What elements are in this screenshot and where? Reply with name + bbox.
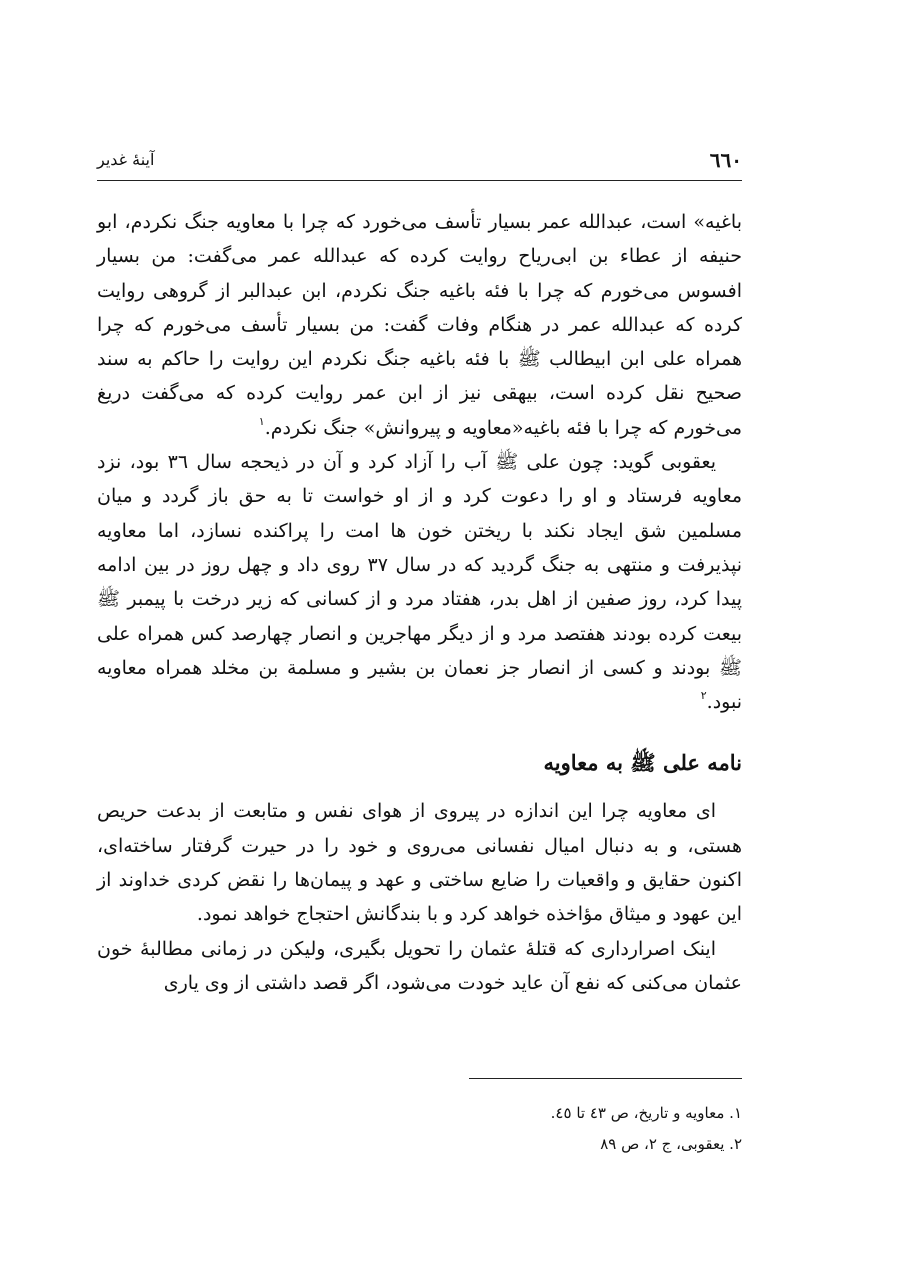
section-heading: نامه علی ﷺ به معاویه [543, 750, 742, 776]
page-number: ٦٦٠ [709, 148, 742, 172]
page-header [97, 148, 742, 174]
paragraph-1 [97, 205, 742, 445]
footnote-ref-2: ٢ [700, 689, 707, 703]
paragraph-4: اینک اصرارداری که قتلهٔ عثمان را تحویل بگیری، ولیکن در زمانی مطالبهٔ خون عثمان می‌کنی که نفع آن عاید خودت می‌شود، اگر قصد داشتی از وی یاری [97, 937, 742, 994]
footnote-ref-1: ١ [258, 414, 265, 428]
paragraph-2 [97, 445, 742, 719]
paragraph-3: ای معاویه چرا این اندازه در پیروی از هوای نفس و متابعت از بدعت حریص هستی، و به دنبال امیال نفسانی می‌روی و خود را در حیرت گرفتار ساخته‌ای، اکنون حقایق و واقعیات را ضایع ساختی و عهد و پیمان‌ها را نقض کردی خداوند از این عهود و میثاق مؤاخذه خواهد کرد و با بندگانش احتجاج خواهد نمود. [97, 800, 742, 926]
header-divider [97, 180, 742, 181]
main-text [97, 205, 742, 1000]
paragraph-2-text: یعقوبی گوید: چون علی ﷺ آب را آزاد کرد و آن در ذیحجه سال ٣٦ بود، نزد معاویه فرستاد و او را دعوت کرد و از او خواست تا به حق باز گردد و میان مسلمین شق ایجاد نکند با ریختن خون ها امت را پراکنده نسازد، اما معاویه نپذیرفت و منتهی به جنگ گردید که در سال ٣٧ روی داد و چهل روز در بین ادامه پیدا کرد، روز صفین از اهل بدر، هفتاد مرد و از کسانی که زیر درخت با پیمبر ﷺ بیعت کرده بودند هفتصد مرد و از دیگر مهاجرین و انصار چهارصد کس همراه علی ﷺ بودند و کسی از انصار جز نعمان بن بشیر و مسلمة بن مخلد همراه معاویه نبود. [97, 451, 742, 714]
running-title: آینهٔ غدیر [97, 150, 155, 169]
footnote-divider [469, 1078, 742, 1079]
paragraph-1-text: باغیه» است، عبدالله عمر بسیار تأسف می‌خورد که چرا با معاویه جنگ نکردم، ابو حنیفه از عطاء بن ابی‌ریاح روایت کرده که عبدالله عمر می‌گفت: من بسیار افسوس می‌خورم که چرا با فئه باغیه جنگ نکردم، ابن عبدالبر از گروهی روایت کرده که عبدالله عمر در هنگام وفات گفت: من بسیار تأسف می‌خورم که چرا همراه علی ابن ابیطالب ﷺ با فئه باغیه جنگ نکردم این روایت را حاکم به سند صحیح نقل کرده است، بیهقی نیز از ابن عمر روایت کرده که می‌گفت دریغ می‌خورم که چرا با فئه باغیه«معاویه و پیروانش» جنگ نکردم. [97, 211, 742, 439]
footnote-2: ٢. یعقوبی، ج ٢، ص ٨٩ [600, 1135, 742, 1153]
footnote-1: ١. معاویه و تاریخ، ص ٤٣ تا ٤٥. [550, 1104, 742, 1122]
footnotes [97, 1098, 742, 1160]
